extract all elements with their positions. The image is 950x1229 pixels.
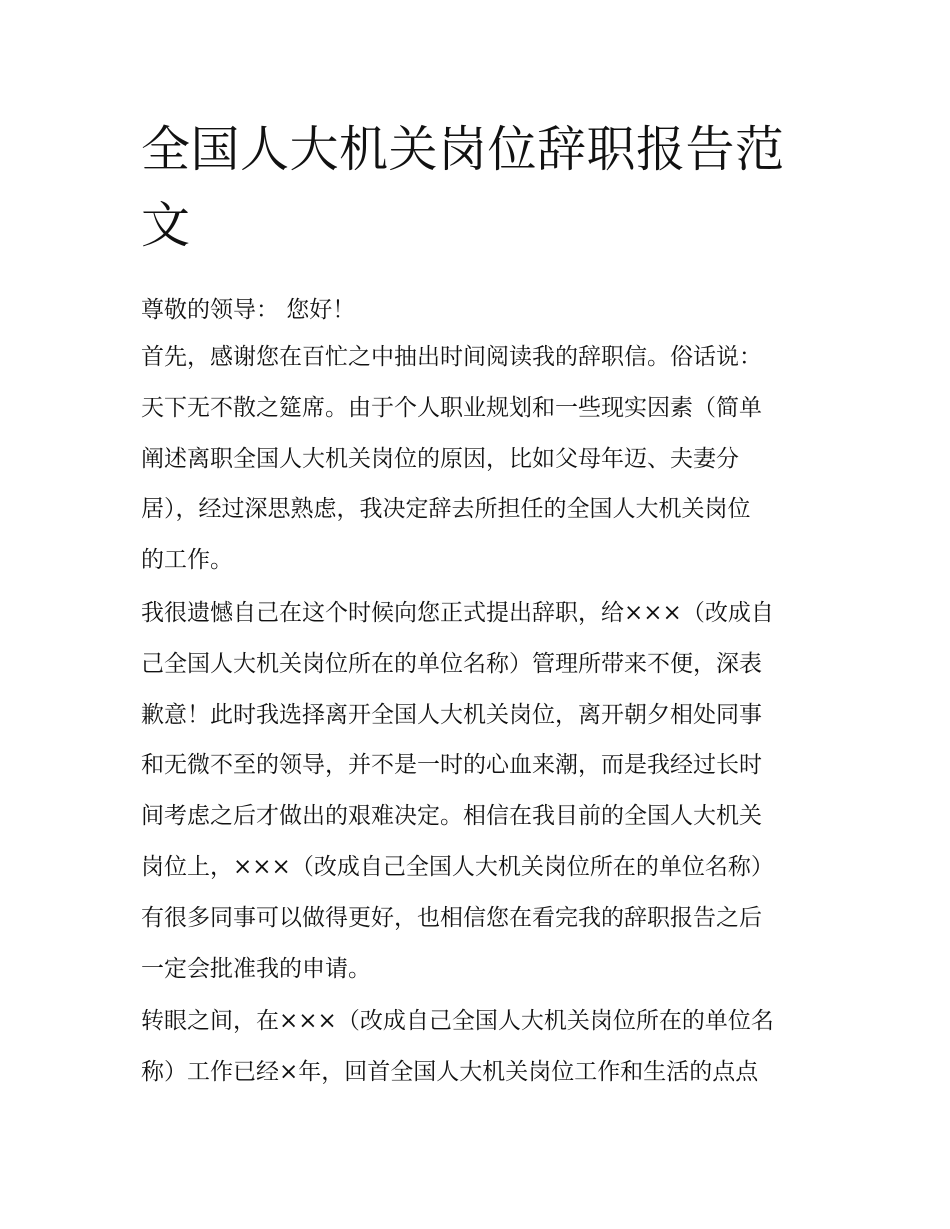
title-line: 全国人大机关岗位辞职报告范 — [141, 121, 785, 178]
document-body — [141, 112, 811, 1098]
paragraph-line: 称）工作已经×年，回首全国人大机关岗位工作和生活的点点 — [141, 1059, 759, 1086]
paragraph-line: 居），经过深思熟虑，我决定辞去所担任的全国人大机关岗位 — [141, 496, 751, 523]
paragraph-line: 和无微不至的领导，并不是一时的心血来潮，而是我经过长时 — [141, 752, 762, 779]
paragraph-line: 我很遗憾自己在这个时候向您正式提出辞职，给×××（改成自 — [141, 599, 774, 626]
paragraph-line: 转眼之间，在×××（改成自己全国人大机关岗位所在的单位名 — [141, 1008, 774, 1035]
paragraph-line: 己全国人大机关岗位所在的单位名称）管理所带来不便，深表 — [141, 650, 762, 677]
paragraph-line: 岗位上，×××（改成自己全国人大机关岗位所在的单位名称） — [141, 853, 774, 880]
greeting-text: 尊敬的领导： 您好！ — [141, 297, 356, 323]
paragraph-line: 间考虑之后才做出的艰难决定。相信在我目前的全国人大机关 — [141, 803, 762, 830]
paragraph-line: 歉意！此时我选择离开全国人大机关岗位，离开朝夕相处同事 — [141, 701, 762, 728]
paragraph-line: 有很多同事可以做得更好，也相信您在看完我的辞职报告之后 — [141, 904, 762, 931]
paragraph-line: 首先，感谢您在百忙之中抽出时间阅读我的辞职信。俗话说： — [141, 344, 762, 370]
paragraph-line: 阐述离职全国人大机关岗位的原因，比如父母年迈、夫妻分 — [141, 445, 739, 472]
title-line: 文 — [141, 197, 191, 254]
paragraph-1 — [141, 332, 811, 586]
paragraph-line: 的工作。 — [141, 547, 233, 574]
paragraph-line: 一定会批准我的申请。 — [141, 955, 371, 982]
paragraph-line: 天下无不散之筵席。由于个人职业规划和一些现实因素（简单 — [141, 394, 762, 421]
document-title — [141, 112, 811, 264]
paragraph-2 — [141, 588, 811, 994]
paragraph-3 — [141, 996, 811, 1098]
